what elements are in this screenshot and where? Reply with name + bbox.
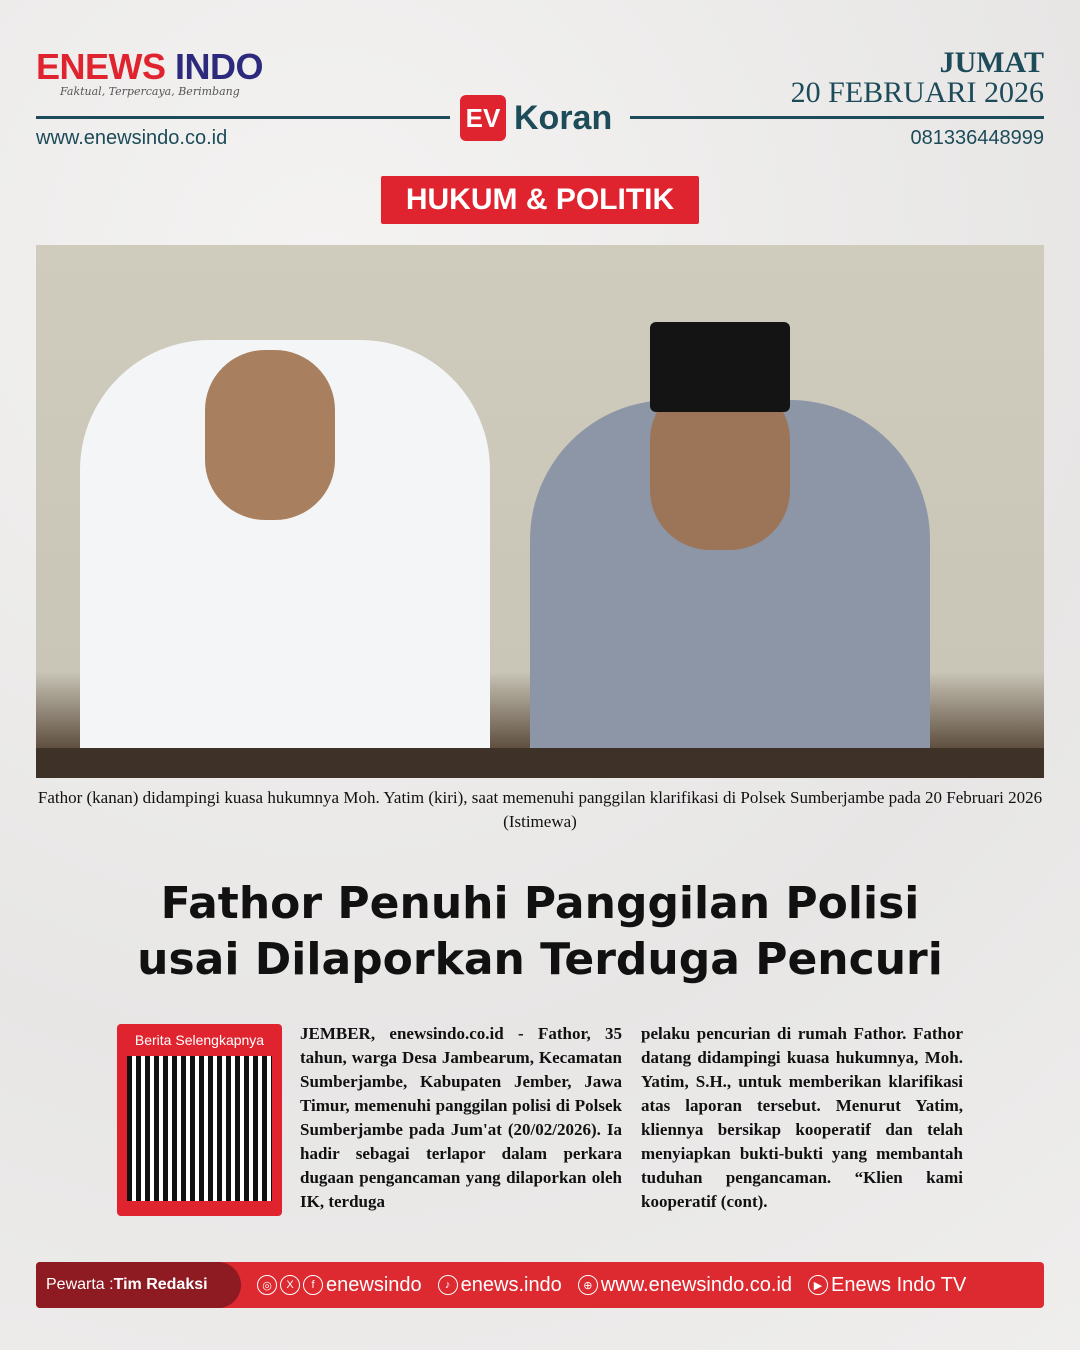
koran-badge: EV Koran — [460, 95, 612, 141]
body-column-1: JEMBER, enewsindo.co.id - Fathor, 35 tahun, warga Desa Jambearum, Kecamatan Sumberjambe, Kabupaten Jember, Jawa Timur, memenuhi panggilan polisi di Polsek Sumberjambe pada Jum'at (20/02/2026). Ia hadir sebagai terlapor dalam perkara dugaan pengancaman yang dilaporkan oleh IK, terduga — [300, 1024, 622, 1211]
footer-bar — [36, 1262, 1044, 1308]
globe-icon: ⊕ — [578, 1275, 598, 1295]
logo: ENEWS INDO — [36, 46, 264, 87]
divider-right — [630, 116, 1044, 119]
web-link[interactable]: ⊕ www.enewsindo.co.id — [578, 1274, 792, 1297]
phone-number: 081336448999 — [910, 127, 1044, 149]
website-link[interactable]: www.enewsindo.co.id — [36, 127, 228, 149]
qr-card[interactable]: Berita Selengkapnya — [117, 1024, 282, 1216]
youtube-link[interactable]: ▶ Enews Indo TV — [808, 1274, 966, 1297]
qr-code-icon[interactable] — [127, 1056, 272, 1201]
tiktok-link[interactable]: ♪ enews.indo — [438, 1274, 562, 1297]
peci-cap — [650, 322, 790, 412]
date-block: JUMAT 20 FEBRUARI 2026 — [790, 46, 1044, 109]
pewarta: Pewarta : Tim Redaksi — [36, 1262, 241, 1308]
tiktok-icon: ♪ — [438, 1275, 458, 1295]
divider-left — [36, 116, 450, 119]
youtube-icon: ▶ — [808, 1275, 828, 1295]
tagline: Faktual, Terpercaya, Berimbang — [60, 85, 240, 98]
body-column-2: pelaku pencurian di rumah Fathor. Fathor datang didampingi kuasa hukumnya, Moh. Yatim, S.H., untuk memberikan klarifikasi atas laporan tersebut. Menurut Yatim, kliennya bersikap kooperatif dan telah menyiapkan bukti-bukti yang membantah tuduhan pengancaman. “Klien kami kooperatif (cont). — [641, 1024, 963, 1211]
photo-caption: Fathor (kanan) didampingi kuasa hukumnya Moh. Yatim (kiri), saat memenuhi panggilan klarifikasi di Polsek Sumberjambe pada 20 Februari 2026 (Istimewa) — [37, 788, 1043, 831]
table-edge — [36, 748, 1044, 778]
instagram-icon: ◎ — [257, 1275, 277, 1295]
ev-logo-icon: EV — [460, 95, 506, 141]
headline: Fathor Penuhi Panggilan Polisi usai Dilaporkan Terduga Pencuri — [137, 878, 943, 985]
facebook-icon: f — [303, 1275, 323, 1295]
x-icon: X — [280, 1275, 300, 1295]
person-left-head — [205, 350, 335, 520]
social-links[interactable]: ◎ X f enewsindo — [257, 1274, 422, 1297]
category-badge: HUKUM & POLITIK — [381, 176, 699, 224]
